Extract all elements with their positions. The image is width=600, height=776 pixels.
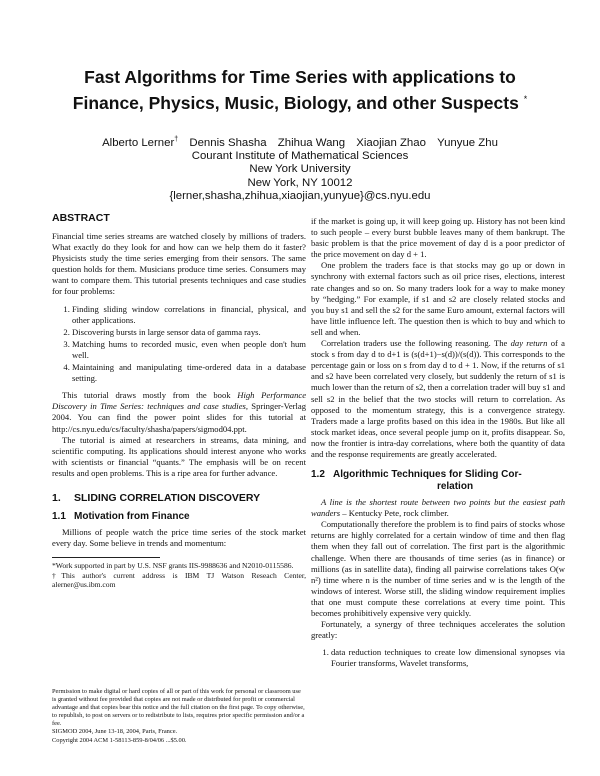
author-name: Yunyue Zhu	[437, 136, 498, 149]
permission-block	[52, 688, 306, 745]
body-paragraph: One problem the traders face is that stocks may go up or down in synchrony with external factors such as oil price rises, elections, interest rate changes and so on. So many traders look for a way to make money by “hedging.” For example, if s1 and s2 are closely related stocks and you buy s1 and sell the s2 for the same Euro amount, external factors will have little influence left. The question then is which to buy and which to sell and when.	[311, 260, 565, 337]
book-title: High Performance Discovery in Time Series: techniques and case studies	[52, 390, 307, 412]
title-line-2: Finance, Physics, Music, Biology, and other Suspects	[72, 92, 519, 113]
author-name: Dennis Shasha	[189, 136, 267, 149]
author-block	[40, 133, 560, 203]
abstract-paragraph: The tutorial is aimed at researchers in streams, data mining, and scientific computing. Its applications should interest anyone who works with scientists or financial “quants.” The emphasis will be on recent results and open problems. This is a ripe area for further advance.	[52, 434, 306, 478]
epigraph	[311, 497, 565, 519]
author-names	[40, 133, 560, 150]
author-city: New York, NY 10012	[247, 176, 353, 189]
author-name: Zhihua Wang	[277, 136, 346, 149]
left-column	[52, 212, 306, 590]
list-item: 3. Matching hums to recorded music, even when people don't hum well.	[72, 339, 306, 361]
body-paragraph: Correlation traders use the following reasoning. The day return of a stock s from day d to d+1 is (s(d+1)−s(d))/(s(d)). This corresponds to the percentage gain or loss on s from day d to d + 1. Now, if the returns of s1 and s2 have been correlated very closely, but suddenly the return of s1 is much lower than the return of s2, then a correlation trader will buy s1 and sell s2 in the belief that the two stocks will return to correlation. As opposed to the momentum strategy, this is a convergence strategy. Traders made a large profits based on this idea in the 1980s. But like all stock market ideas, once several people jump on it, profits disappear. So, now the frontier is intra-day correlations, where both the quantity of data and the response requirements are greatly accelerated.	[311, 338, 565, 459]
body-paragraph: Fortunately, a synergy of three techniques accelerates the solution greatly:	[311, 619, 565, 641]
author-name: Alberto Lerner†	[102, 136, 179, 149]
conference-info: SIGMOD 2004, June 13-18, 2004, Paris, France.	[52, 728, 178, 736]
author-university: New York University	[249, 163, 351, 176]
section-1-1-heading: 1.1 Motivation from Finance	[52, 510, 190, 522]
abstract-heading: ABSTRACT	[52, 212, 110, 224]
body-paragraph: if the market is going up, it will keep going up. History has not been kind to such people – every burst bubble leaves many of them bankrupt. The basic problem is that the price movement of day d is a poor predictor of the price movement on day d + 1.	[311, 216, 565, 260]
list-item: 4. Maintaining and manipulating time-ordered data in a database setting.	[72, 362, 306, 384]
list-item: 2. Discovering bursts in large sensor data of gamma rays.	[72, 327, 306, 338]
list-item: 1. data reduction techniques to create low dimensional synopses via Fourier transforms, Wavelet transforms,	[331, 647, 565, 669]
copyright-info: Copyright 2004 ACM 1-58113-859-8/04/06 ...$5.00.	[52, 736, 187, 744]
author-footnote-mark: †	[174, 136, 179, 143]
title-footnote-mark: *	[523, 94, 528, 104]
permission-notice: Permission to make digital or hard copies of all or part of this work for personal or classroom use is granted without fee provided that copies are not made or distributed for profit or commercial advantage and that copies bear this notice and the full citation on the first page. To copy otherwise, to republish, to post on servers or to redistribute to lists, requires prior specific permission and/or a fee.	[52, 688, 305, 728]
body-paragraph: Millions of people watch the price time series of the stock market every day. Some believe in trends and momentum:	[52, 526, 306, 549]
footnote: *Work supported in part by U.S. NSF grants IIS-9988636 and N2010-0115586.	[52, 561, 294, 571]
epigraph-quote: A line is the shortest route between two points but the easiest path wanders	[311, 497, 565, 519]
abstract-paragraph: Financial time series streams are watched closely by millions of traders. What exactly do they look for and how can we help them do it faster? Physicists study the time series emerging from their sensors. The same question holds for them. Musicians produce time series. Consumers may want to compare them. This tutorial presents techniques and case studies for four problems:	[52, 231, 306, 297]
abstract-paragraph: This tutorial draws mostly from the book High Performance Discovery in Time Series: techniques and case studies, Springer-Verlag 2004. You can find the power point slides for this tutorial at http://cs.nyu.edu/cs/faculty/shasha/papers/sigmod04.ppt.	[52, 390, 307, 434]
author-email: {lerner,shasha,zhihua,xiaojian,yunyue}@cs.nyu.edu	[169, 189, 431, 202]
epigraph-attribution: – Kentucky Pete, rock climber.	[340, 508, 449, 519]
problem-list	[52, 304, 306, 385]
title-line-1: Fast Algorithms for Time Series with applications to	[84, 67, 516, 87]
author-institute: Courant Institute of Mathematical Sciences	[191, 150, 409, 163]
technique-list	[311, 647, 565, 669]
body-paragraph: Computationally therefore the problem is to find pairs of stocks whose returns are highly correlated for a certain window of time and then flag them when they fall out of correlation. The first part is the algorithmic challenge. When there are thousands of time series (as in finance) or millions (as in satellite data), finding all pairwise correlations takes O(w n²) time where n is the number of time series and w is the length of the windows of interest. Worse still, the sliding window requirement implies that one must compute these correlations at every time point. This becomes prohibitively expensive very quickly.	[311, 519, 565, 618]
section-1-2-heading: 1.2 Algorithmic Techniques for Sliding Cor- relation	[311, 469, 522, 493]
author-name: Xiaojian Zhao	[356, 136, 426, 149]
list-item: 1. Finding sliding window correlations in financial, physical, and other applications.	[72, 304, 306, 326]
right-column	[311, 216, 565, 675]
section-1-heading: 1. SLIDING CORRELATION DISCOVERY	[52, 491, 261, 504]
paper-title	[40, 66, 560, 114]
footnote-rule	[52, 557, 160, 558]
footnote: †This author's current address is IBM TJ Watson Reseach Center, alerner@us.ibm.com	[52, 570, 306, 590]
term: day return	[510, 338, 548, 349]
